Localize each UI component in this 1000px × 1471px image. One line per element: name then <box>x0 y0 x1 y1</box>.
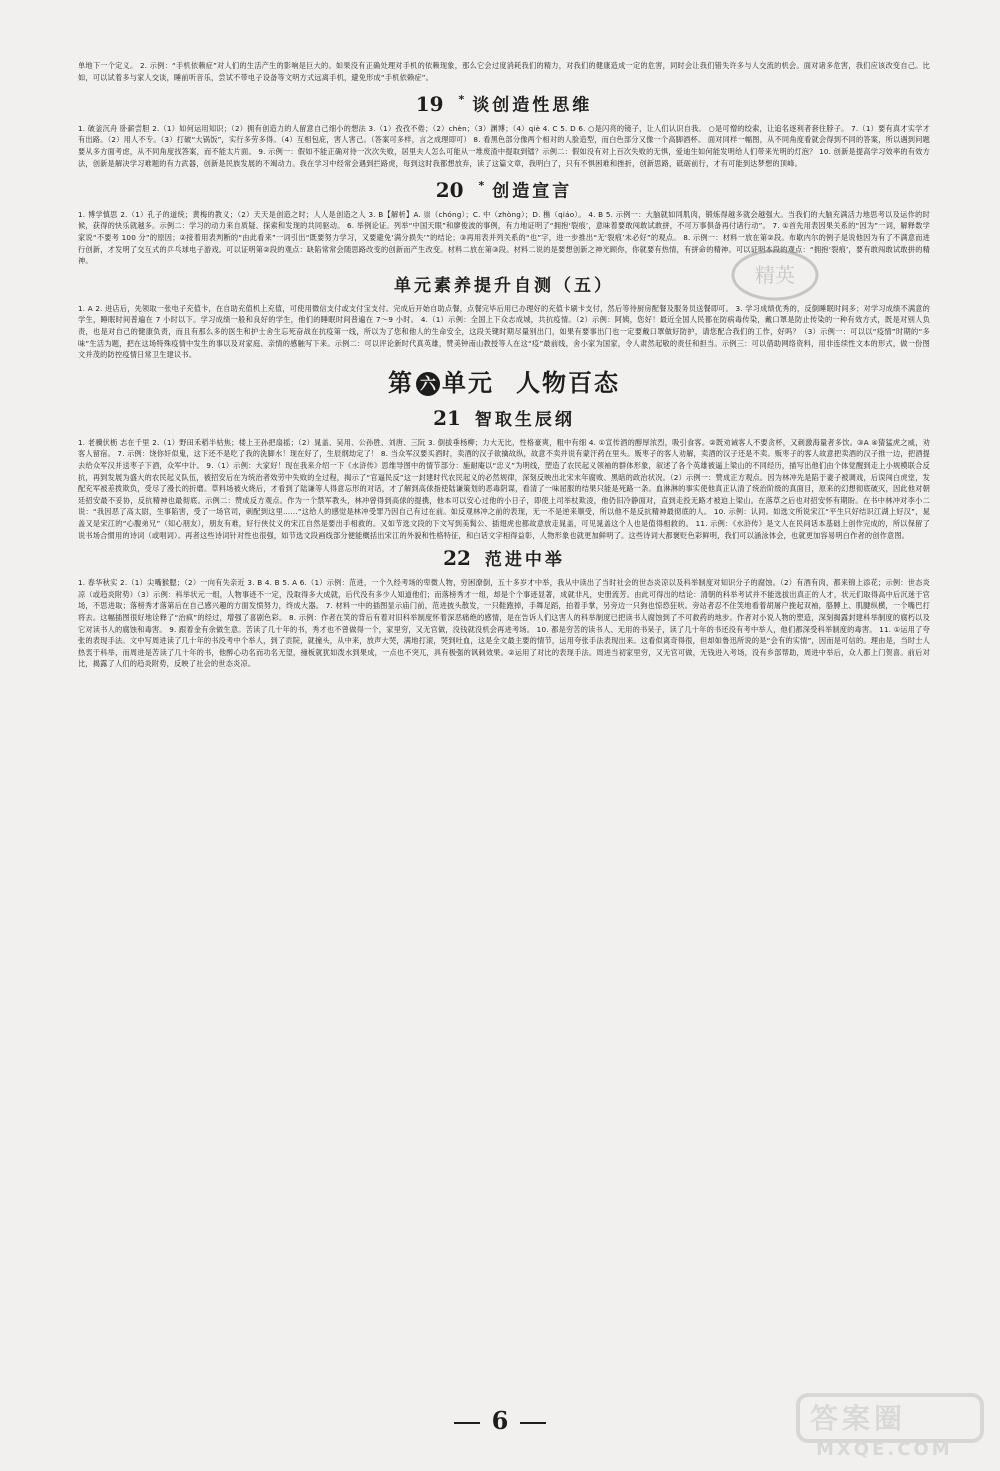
unit-number-badge: 六 <box>416 372 440 396</box>
answer-paragraph: 1. 破釜沉舟 卧薪尝胆 2.（1）如何运用知识；（2）拥有创造力的人留意自己细小的想法 3.（1）孜孜不倦；（2）chèn；（3）渊博；（4）qiè 4. C 5. D 6. ○是闪亮的镜子，让人们认识自我。 ○是可憎的绞索，让追名逐利者套住脖子。 7.（1）要有真才实学才有出路。（2）用人不专。（3）打破“大锅饭”，实行多劳多得。（4）互相包庇，害人害己。（答案可多样，言之成理即可） 8. 看黑色部分像两个相对的人脸造型，而白色部分又像一个高脚酒杯。 面对同样一幅图，从不同角度看就会得到不同的答案，所以遇到问题要从多方面考虑，从不同角度找答案，而不能太片面。 9. 示例一：假如不能正确对待一次次失败，居里夫人怎么可能从一堆废渣中提取到镭？示例二：假如没有对上百次失败的无惧，爱迪生如何能发明给人们带来光明的灯泡？ 10. 创新是提高学习效率的有效方法，创新是解决学习难题的有力武器，创新是民族发展的不竭动力。我在学习中经常会遇到拦路虎，每到这时我都想放弃，读了这篇文章，我明白了，只有不惧困难和挫折，创新思路，砥砺前行，才有可能到达梦想的顶峰。 <box>78 123 930 168</box>
answer-paragraph: 1. 春华秋实 2.（1）尖嘴猴腮；（2）一向有失亲近 3. B 4. B 5. A 6.（1）示例：范进，一个久经考场的卑微人物，穷困潦倒，五十多岁才中举，我从中读出了当时社会的世态炎凉以及科举制度对知识分子的腐蚀。（2）有酒有肉，都来锦上添花；示例：世态炎凉（或趋炎附势）（3）示例：科举状元一组，人物事迹不一定，没取得多大成就，后代没有多少人知道他们；而落榜秀才一组，却是个个事迹显著，成就非凡，史册流芳。由此可得出的结论：清朝的科举考试并不能选拔出真正的人才，状元们取得高中后沉迷于官场，不思进取；落榜秀才落第后在自己感兴趣的方面发愤努力，终成大器。 7. 材料一中的插图显示庙门前，范进披头散发，一只鞋跑掉，手舞足蹈，拍着手掌，另旁边一只狗也惊恐狂吠。旁站者忍不住笑地看着胡屠户挽起双袖，胳膊上、肌腱纵横，一个嘴巴打将去。这幅插图很好地诠释了“治疯”的经过，增强了喜剧色彩。 8. 示例：作者在笑的背后有着对旧科举制度怀着深恶痛绝的感情，是在告诉人们这害人的科举制度已把读书人腐蚀到了不可救药的地步。作者对小说人物的塑造，深刻揭露封建科举制度的腐朽以及它对读书人的腐蚀和毒害。 9. 跟着金有余做生意。苦读了几十年的书，秀才也不曾做得一个，家里穷，又无官做，没钱就没机会再进考场。 10. 都是穷苦的读书人、无用的书呆子，读了几十年的书还没有考中举人，他们都深受科举制度的毒害。 11. ①运用了夸张的表现手法。文中写周进读了几十年的书没考中个举人，到了贡院，就撞头，从中来，放声大哭，满地打滚，哭到吐血，这是全文最主要的情节，运用夸张手法表现出来。这看似离奇得很，但却如鲁迅所说的是“会有的实情”，因而是可信的。理由是，当时士人热衷于科举，而周进是苦读了几十年的书，他醉心功名而功名无望，撞板就犹如泼水到果成，一点也不突兀，具有极强的讽刺效果。②运用了对比的表现手法。周进当初家里穷，又无官可做，无钱进入考场，没有乡部帮助，周进中举后，众人都上门贺喜。前后对比，揭露了人们的趋炎附势，反映了社会的世态炎凉。 <box>78 578 930 669</box>
lesson-title: 范进中举 <box>484 550 565 571</box>
lesson-title: 单元素养提升自测（五） <box>394 275 614 296</box>
lesson-heading <box>78 403 930 435</box>
lesson-title: 创造宣言 <box>492 181 573 202</box>
unit-label: 单元 <box>442 367 494 397</box>
answer-paragraph: 1. A 2. 进店后，先领取一张电子充值卡，在自助充值机上充值，可使用微信支付或支付宝支付。完成后开始自助点餐，点餐完毕后用已办理好的充值卡刷卡支付，然后等待厨房配餐及服务员送餐即可。 3. 学习成绩优秀的，反倒睡眠时间多；对学习成绩不满意的学生，睡眠时间普遍在 7 小时以下。学习成绩一般和良好的学生，他们的睡眠时间普遍在 7～9 小时。 4.（1）示例：全国上下众志成城，共抗疫情。（2）示例：阿姨，您好！最近全国人民都在防病毒传染，戴口罩是防止传染的一种有效方式，既是对别人负责，也是对自己的健康负责，而且有那么多的医生和护士舍生忘死奋战在抗疫第一线，所以为了您和他人的生命安全，这段关键时期尽量别出门，如果有要事出门也一定要戴口罩做好防护，请您配合我们的工作，好吗？（3）示例一：可以以“疫情”时期的“多味”生活为题，把在这场特殊疫情中发生的事以及对家庭、亲情的感触写下来。示例二：可以评论新时代真英雄，赞美钟南山教授等人在这“疫”最前线，舍小家为国家，令人肃然起敬的责任和担当。示例三：可以借助网络资料，用非连续性文本的形式，做一份图文并茂的防控疫情日常卫生建议书。 <box>78 303 930 360</box>
watermark-logo <box>792 1393 992 1463</box>
lesson-title: 谈创造性思维 <box>472 95 593 116</box>
watermark-title: 答案圈 <box>810 1402 907 1435</box>
page-number-dash-left <box>454 1422 480 1424</box>
page-number-value: 6 <box>491 1406 509 1435</box>
watermark-domain: MXQE.COM <box>816 1439 953 1460</box>
lesson-heading <box>78 85 930 121</box>
lesson-asterisk: * <box>478 179 487 193</box>
page-number-dash-right <box>520 1422 546 1424</box>
unit-prefix: 第 <box>388 367 414 397</box>
answer-paragraph: 单地下一个定义。 2. 示例：“手机依赖症”对人们的生活产生的影响是巨大的。如果没有正确处理对手机的依赖现象，那么它会过度消耗我们的精力，对我们的健康造成一定的危害，同时会让我们错失许多与人交流的机会。面对诸多危害，我们应该改变自己。比如，可以试着多与家人交谈，睡前听音乐，尝试不带电子设备等文明方式远离手机，避免形成“手机依赖症”。 <box>78 61 930 82</box>
stamp-text: 精英 <box>755 263 795 287</box>
stamp-mark <box>730 248 820 302</box>
lesson-number: 22 <box>443 546 471 571</box>
lesson-heading <box>78 543 930 575</box>
unit-title: 人物百态 <box>516 367 620 397</box>
answer-paragraph: 1. 博学慎思 2.（1）孔子的道统；黄梅的教义；（2）天天是创造之时；人人是创造之人 3. B【解析】A. 崇（chóng）；C. 中（zhòng）；D. 樵（qiáo）。 4. B 5. 示例一：大脑就如同肌肉，锻炼得越多就会越强大。当我们的大脑充满活力地思考以及运作的时候，获得的快乐就越多。示例二：学习的动力来自质疑、探索和发现的共同驱动。 6. 举例论证。列举“中国天眼”和廖俊波的事例，有力地证明了“拥抱‘裂痕’，意味着要敢闯敢试敢拼，不可万事俱备再付诸行动”。 7. ①首先用表因果关系的“因为”一词，解释数学家说“不要考 100 分”的原因；②接着用表判断的“由此看来”一词引出“既要努力学习，又要避免‘满分损失’”的结论；③再用表并列关系的“也”字，进一步推出“无‘裂痕’未必好”的观点。 8. 示例一：材料一放在第②段。布歇内尔的例子是说他因为有了不满意而进行创新，才发明了交互式的乒乓球电子游戏。可以证明第②段的观点：缺陷常常会随思路改变的创新而产生改变。材料二放在第③段。材料二说的是要想创新之神光顾你，你就要有热情，有拼命的精神。可以证明本段的观点：“拥抱‘裂痕’，要有敢闯敢试敢拼的精神。 <box>78 209 930 266</box>
lesson-number: 21 <box>433 405 461 430</box>
lesson-number: 20 <box>435 177 464 202</box>
lesson-title: 智取生辰纲 <box>474 409 575 430</box>
unit-heading <box>78 365 930 401</box>
lesson-number: 19 <box>415 91 444 116</box>
answer-paragraph: 1. 老骥伏枥 志在千里 2.（1）野田禾稻半枯焦；楼上王孙把扇摇；（2）晁盖、吴用、公孙胜、刘唐、三阮 3. 倒拔垂杨柳；力大无比，性格豪爽，粗中有细 4. ①宣传酒的醇厚浓烈，吸引食客。②既劝诫客人不要贪杯，又刺激海量者多饮。③A ④猜猛虎之威，劝客人留宿。 7. 示例：饶你奸似鬼，这下还不是吃了我的洗脚水！现在好了，生辰纲劫定了！ 8. 当众军汉要买酒时，卖酒的汉子欲擒故纵，故意不卖并说有蒙汗药在里头。贩枣子的客人劝解，卖酒的汉子还是不卖。贩枣子的客人故意把卖酒的汉子推一边，把酒提去给众军汉并送枣子下酒，众军中计。 9.（1）示例：大家好！现在我来介绍一下《水浒传》思维导图中的情节部分：施耐庵以“忠义”为明线，塑造了农民起义领袖的群体形象，叙述了各个英雄被逼上梁山的不同经历，描写出他们由个体觉醒到走上小规模联合反抗，再到发展为盛大的农民起义队伍，被招安后在为统治者效劳中失败的全过程，揭示了“官逼民反”这一封建时代农民起义的必然规律，深刻反映出北宋末年腐败、黑暗的政治状况。（2）示例一：赞成正方观点。因为林冲先是陷于妻子被调戏，后误闯白虎堂，发配充军被差拨欺负，受尽了漫长的折磨。草料场被火烧后，才看到了陆谦等人得意忘形的对话，才了解到高俅指使陆谦策划的恶毒阴谋，看清了一味屈服的结果只能是死路一条。血淋淋的事实使他真正认清了统治阶级的真面目，原来的幻想彻底破灭，因此他对朝廷招安最不妥协，反抗精神也最彻底。示例二：赞成反方观点。作为一个禁军教头，林冲曾得到高俅的提携，他本可以安心过他的小日子，即使上司举杖欺凌，他仍旧冷静面对，直到走投无路才被迫上梁山。在落草之后也对招安怀有期盼。在书中林冲对李小二说：“我因恶了高太尉，生事陷害，受了一场官司，刺配到这里……”这给人的感觉是林冲受罪乃因自己有过在前。如反观林冲之前的表现，无一不是逆来顺受，所以他不是反抗精神最彻底的人。 10. 示例：认同。如选文所说宋江“平生只好结识江湖上好汉”，晁盖又是宋江的“心腹弟兄”（知心朋友），朋友有难，好行侠仗义的宋江自然是要出手相救的。又如节选文段的下文写到美髯公、插翅虎也都故意放走晁盖，可见晁盖这个人也是值得相救的。 11. 示例：《水浒传》是文人在民间话本基础上创作完成的，所以保留了说书场合惯用的诗词（或唱词）。再者这些诗词针对性也很强，如节选文段画线部分便能概括出宋江的外貌和性格特征，和白话文字相得益彰，人物形象也就更加鲜明了。这些诗词大都褒贬色彩鲜明，我们可以涵泳体会，也就更加容易明白作者的创作意图。 <box>78 437 930 540</box>
lesson-asterisk: * <box>458 93 467 107</box>
lesson-heading <box>78 171 930 207</box>
